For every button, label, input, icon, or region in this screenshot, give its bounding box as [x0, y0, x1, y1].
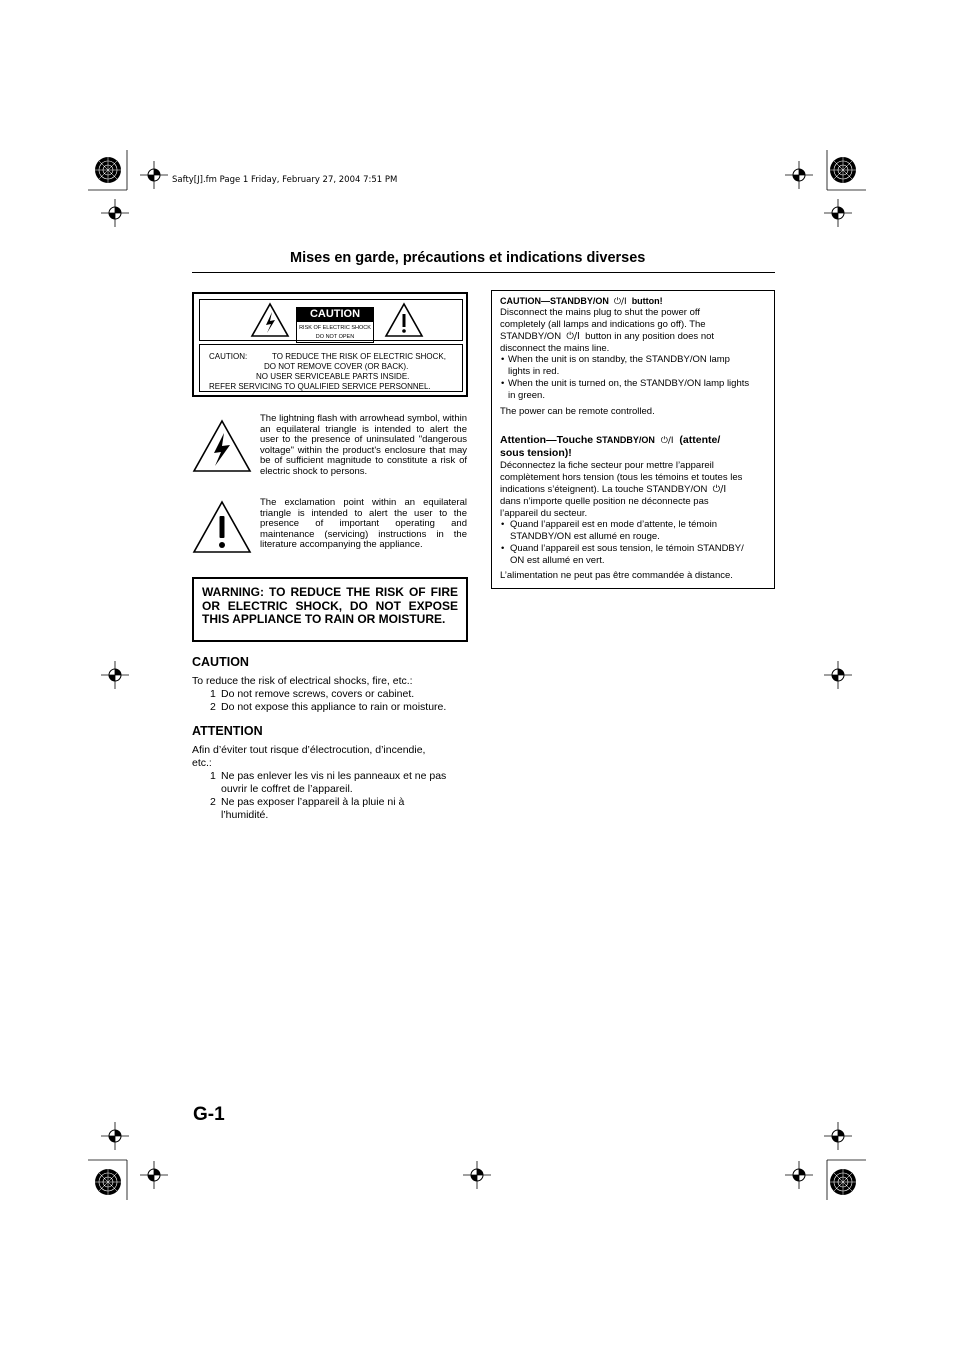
standby-en-p3 [500, 331, 768, 343]
attention-item-number: 2 [210, 796, 216, 808]
power-icon: ⏻/I [566, 331, 580, 342]
caution-label-text: CAUTION [296, 307, 374, 321]
lightning-explanation: The lightning flash with arrowhead symbol, within an equilateral triangle is intended to alert the user to the presence of uninsulated "dangerous voltage" within the product's enclosure that may be of sufficient magnitude to constitute a risk of electric shock to persons. [260, 413, 467, 477]
power-icon: ⏻/I [712, 484, 727, 495]
caution-item-number: 1 [210, 688, 216, 700]
caution-line2: DO NOT REMOVE COVER (OR BACK). [264, 362, 409, 371]
standby-fr-bullet1-l2: STANDBY/ON est allumé en rouge. [510, 531, 660, 542]
attention-item-line: Ne pas enlever les vis ni les panneaux et ne pas [221, 770, 447, 782]
standby-fr-bullet2-l2: ON est allumé en vert. [510, 555, 605, 566]
power-icon: ⏻/I [613, 297, 627, 307]
caution-item: Do not remove screws, covers or cabinet. [221, 688, 415, 700]
standby-notice-box [491, 290, 775, 589]
page-number: G-1 [193, 1104, 225, 1125]
standby-fr-p5: l’appareil du secteur. [500, 508, 588, 519]
lightning-symbol-icon [192, 419, 252, 473]
page-title: Mises en garde, précautions et indications diverses [290, 250, 646, 266]
attention-intro-line1: Afin d’éviter tout risque d’électrocution, d’incendie, [192, 744, 426, 756]
bullet-icon: • [501, 519, 505, 530]
exclamation-explanation: The exclamation point within an equilateral triangle is intended to alert the user to the presence of important operating and maintenance (servicing) instructions in the literature accompanying the appliance. [260, 497, 467, 550]
standby-en-bullet1-l2: lights in red. [508, 366, 560, 377]
caution-item: Do not expose this appliance to rain or moisture. [221, 701, 447, 713]
caution-line4: REFER SERVICING TO QUALIFIED SERVICE PERSONNEL. [209, 382, 431, 391]
standby-fr-p4: dans n’importe quelle position ne déconnecte pas [500, 496, 709, 507]
standby-en-bullet1-l1: When the unit is on standby, the STANDBY/ON lamp [508, 354, 730, 365]
standby-fr-remote: L’alimentation ne peut pas être commandée à distance. [500, 570, 733, 581]
standby-fr-heading-small: STANDBY/ON [596, 435, 655, 445]
standby-en-bullet2-l2: in green. [508, 390, 545, 401]
standby-fr-bullet2-l1: Quand l’appareil est sous tension, le témoin STANDBY/ [510, 543, 744, 554]
caution-item-number: 2 [210, 701, 216, 713]
caution-label-top [199, 299, 463, 341]
standby-en-p2: completely (all lamps and indications go off). The [500, 319, 706, 330]
caution-heading: CAUTION [192, 655, 249, 669]
caution-label-bottom [199, 344, 463, 392]
standby-fr-p1: Déconnectez la fiche secteur pour mettre l’appareil [500, 460, 714, 471]
caution-line3: NO USER SERVICEABLE PARTS INSIDE. [256, 372, 410, 381]
title-rule [192, 272, 775, 273]
standby-fr-heading [500, 434, 768, 447]
exclamation-symbol-icon [192, 500, 252, 554]
caution-prefix: CAUTION: [209, 352, 248, 361]
bullet-icon: • [501, 354, 505, 365]
standby-fr-p3 [500, 484, 768, 496]
caution-label-panel [192, 292, 468, 397]
attention-item-number: 1 [210, 770, 216, 782]
standby-en-p4: disconnect the mains line. [500, 343, 610, 354]
standby-en-p3a: STANDBY/ON [500, 331, 562, 342]
standby-fr-heading-c: sous tension)! [500, 447, 572, 459]
warning-box: WARNING: TO REDUCE THE RISK OF FIRE OR ELECTRIC SHOCK, DO NOT EXPOSE THIS APPLIANCE TO RAIN OR MOISTURE. [192, 577, 468, 642]
standby-en-heading-a: CAUTION—STANDBY/ON [500, 296, 609, 306]
standby-en-p1: Disconnect the mains plug to shut the power off [500, 307, 700, 318]
caution-line1: TO REDUCE THE RISK OF ELECTRIC SHOCK, [272, 352, 446, 361]
attention-intro-line2: etc.: [192, 757, 212, 769]
standby-en-remote: The power can be remote controlled. [500, 406, 655, 417]
standby-en-heading-b: button! [631, 296, 663, 306]
attention-item-line: ouvrir le coffret de l’appareil. [221, 783, 353, 795]
caution-sublabel [296, 321, 374, 343]
file-info-line: Safty[J].fm Page 1 Friday, February 27, 2004 7:51 PM [172, 175, 398, 185]
bullet-icon: • [501, 378, 505, 389]
caution-sublabel-line1: RISK OF ELECTRIC SHOCK [299, 325, 371, 331]
standby-fr-heading-b: (attente/ [679, 434, 721, 446]
standby-fr-bullet1-l1: Quand l’appareil est en mode d’attente, le témoin [510, 519, 718, 530]
standby-fr-heading-a: Attention—Touche [500, 434, 594, 446]
power-icon: ⏻/I [660, 436, 674, 446]
bullet-icon: • [501, 543, 505, 554]
attention-item-line: Ne pas exposer l’appareil à la pluie ni à [221, 796, 405, 808]
caution-sublabel-line2: DO NOT OPEN [315, 334, 355, 340]
exclamation-triangle-icon [384, 302, 424, 338]
standby-en-bullet2-l1: When the unit is turned on, the STANDBY/ON lamp lights [508, 378, 750, 389]
caution-intro: To reduce the risk of electrical shocks, fire, etc.: [192, 675, 413, 687]
standby-en-p3b: button in any position does not [585, 331, 715, 342]
attention-heading: ATTENTION [192, 724, 263, 738]
lightning-triangle-icon [250, 302, 290, 338]
standby-fr-p2: complètement hors tension (tous les témoins et toutes les [500, 472, 743, 483]
standby-fr-p3-text: indications s’éteignent). La touche STANDBY/ON [500, 484, 708, 495]
attention-item-line: l’humidité. [221, 809, 269, 821]
